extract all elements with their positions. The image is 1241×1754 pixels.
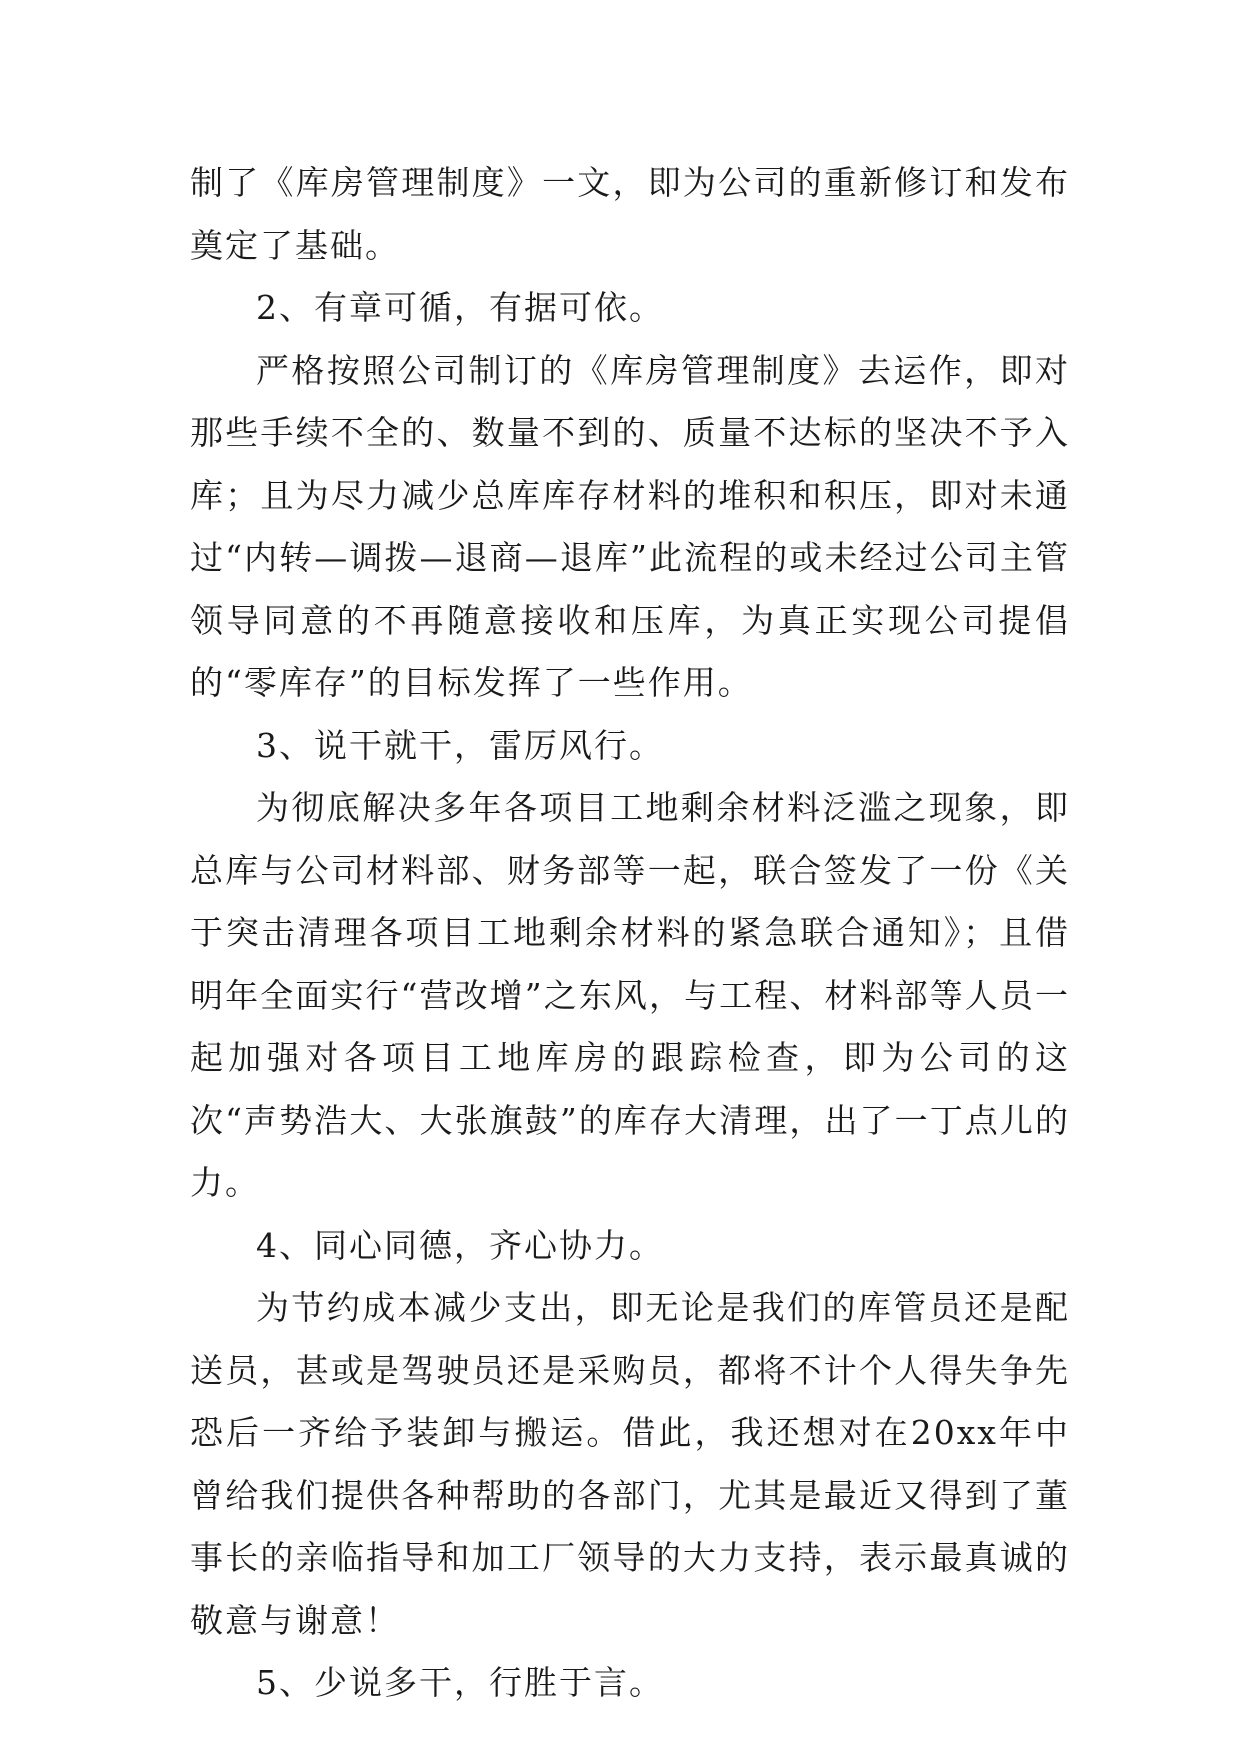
section-heading-2: 2、有章可循，有据可依。 xyxy=(256,288,664,327)
section-heading-5: 5、少说多干，行胜于言。 xyxy=(256,1663,664,1702)
section-heading-4: 4、同心同德，齐心协力。 xyxy=(256,1225,664,1265)
paragraph-section-3: 为彻底解决多年各项目工地剩余材料泛滥之现象，即总库与公司材料部、财务部等一起，联合签发了一份《关于突击清理各项目工地剩余材料的紧急联合通知》；且借明年全面实行“营改增”之东风，与工程、材料部等人员一起加强对各项目工地库房的跟踪检查，即为公司的这次“声势浩大、大张旗鼓”的库存大清理，出了一丁点儿的力。 xyxy=(190,788,1070,1202)
document-body xyxy=(190,152,1070,1715)
paragraph-section-2: 严格按照公司制订的《库房管理制度》去运作，即对那些手续不全的、数量不到的、质量不达标的坚决不予入库；且为尽力减少总库库存材料的堆积和积压，即对未通过“内转—调拨—退商—退库”此流程的或未经过公司主管领导同意的不再随意接收和压库，为真正实现公司提倡的“零库存”的目标发挥了一些作用。 xyxy=(190,350,1070,702)
paragraph-section-4: 为节约成本减少支出，即无论是我们的库管员还是配送员，甚或是驾驶员还是采购员，都将不计个人得失争先恐后一齐给予装卸与搬运。借此，我还想对在20xx年中曾给我们提供各种帮助的各部门，尤其是最近又得到了董事长的亲临指导和加工厂领导的大力支持，表示最真诚的敬意与谢意！ xyxy=(190,1288,1070,1640)
section-heading-3: 3、说干就干，雷厉风行。 xyxy=(256,725,664,765)
paragraph-continuation: 制了《库房管理制度》一文，即为公司的重新修订和发布奠定了基础。 xyxy=(190,163,1070,265)
